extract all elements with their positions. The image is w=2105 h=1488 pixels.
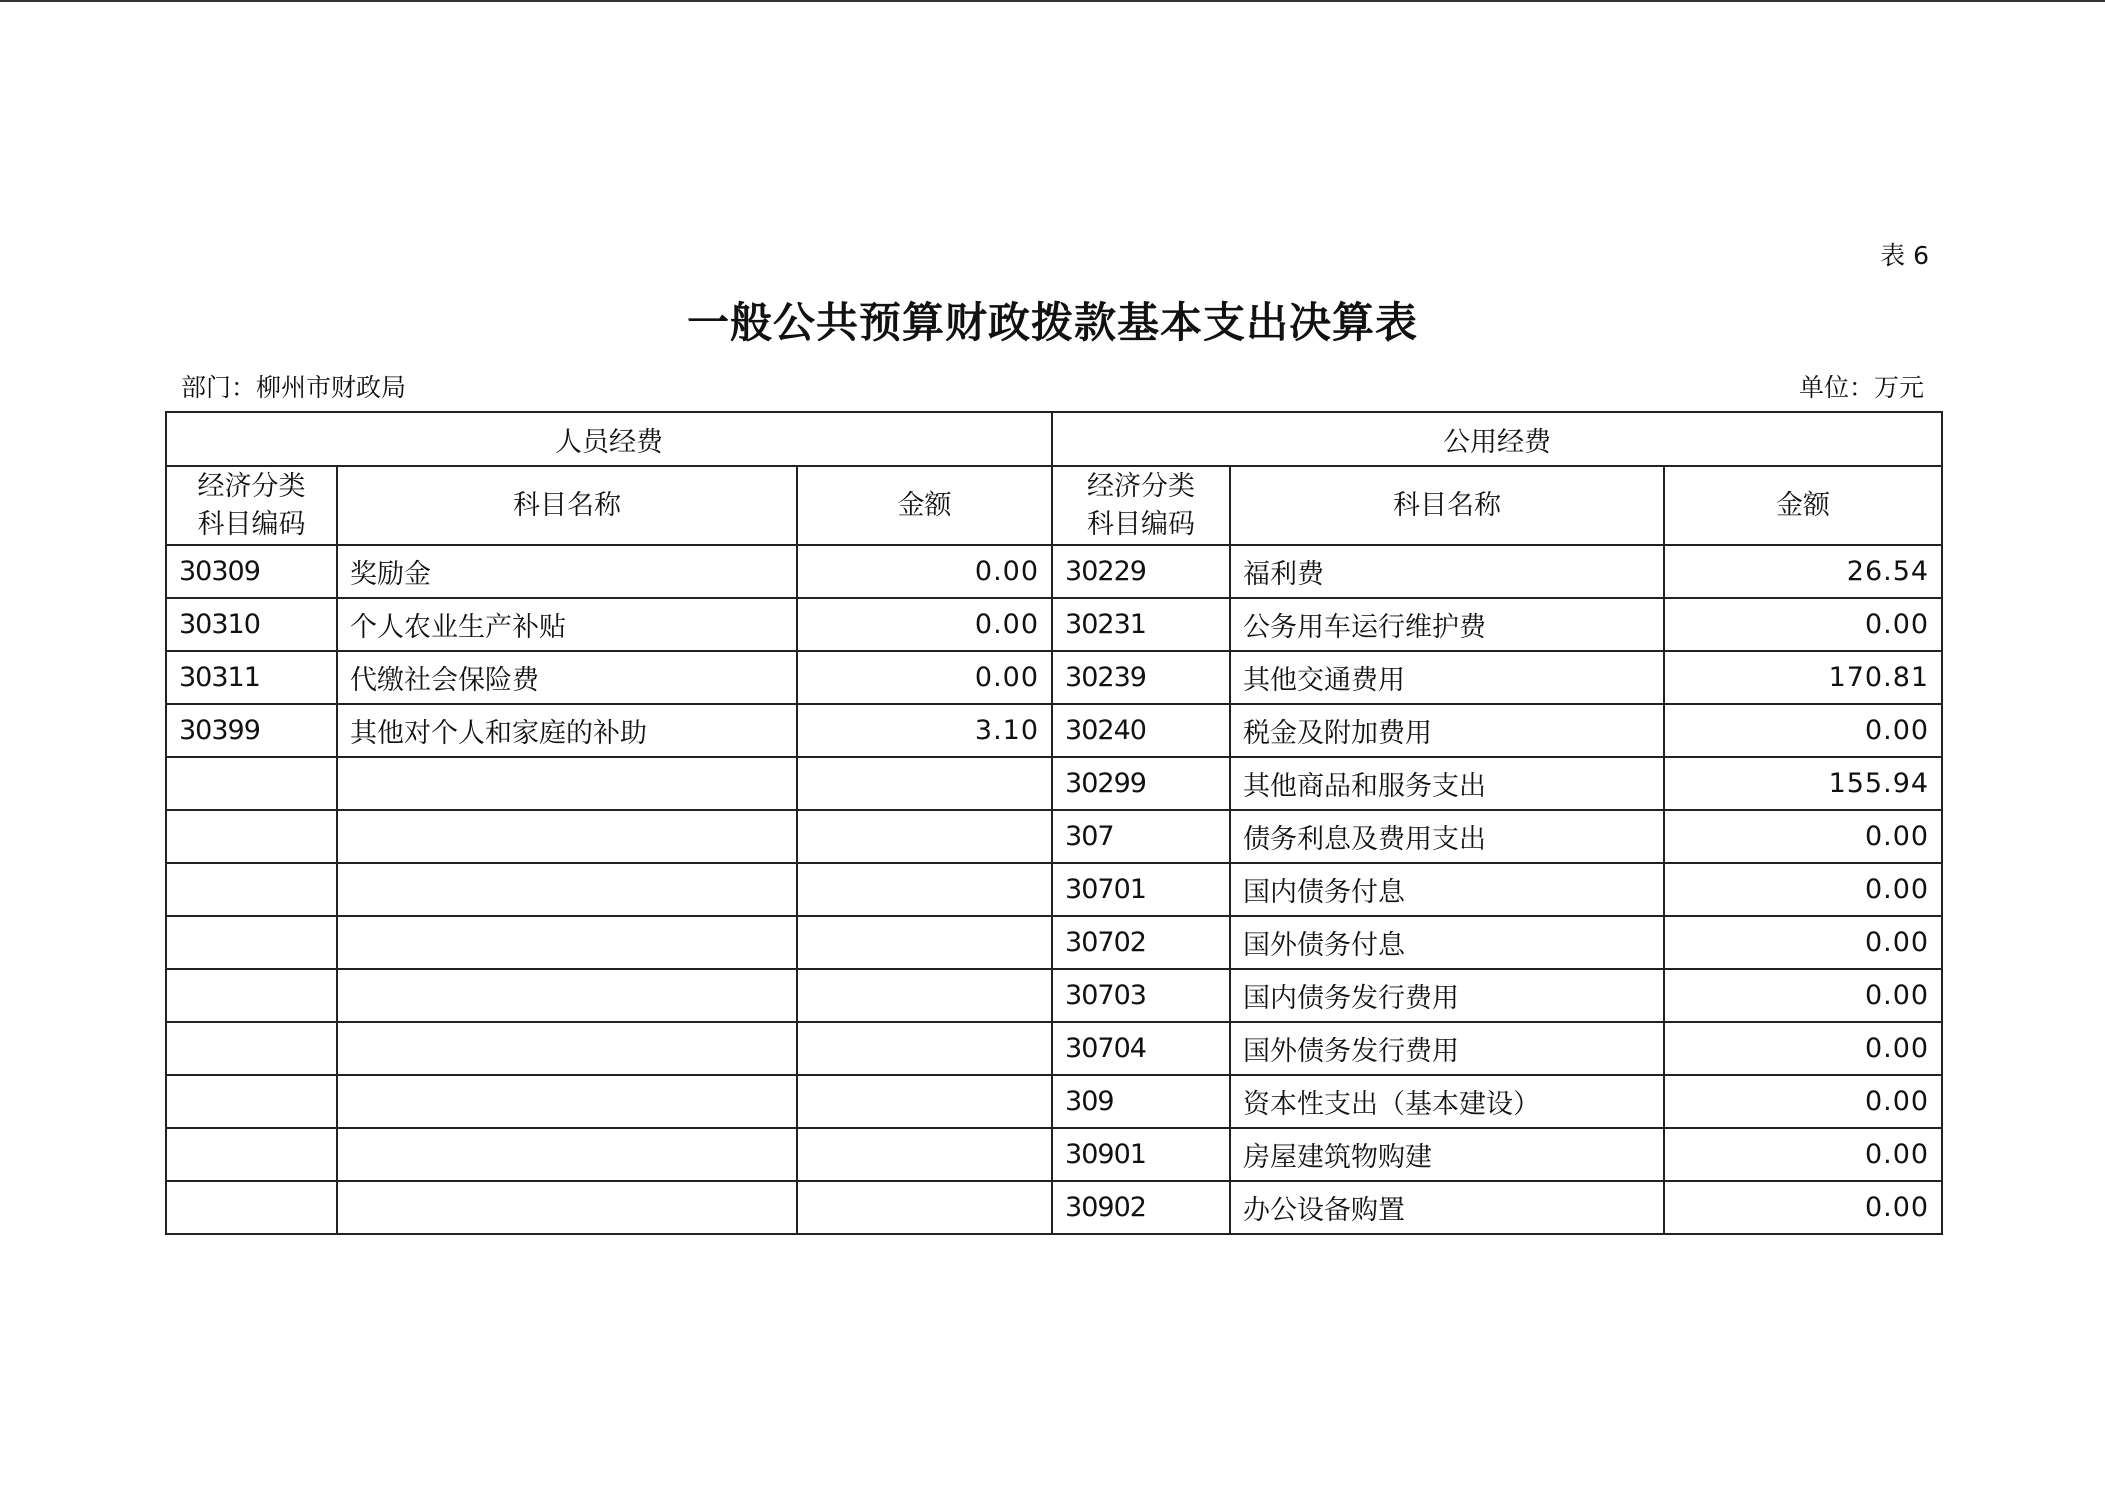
public-amount-cell: 170.81 (1664, 651, 1942, 704)
personnel-name-cell (337, 916, 797, 969)
public-code-cell: 30901 (1052, 1128, 1230, 1181)
table-row (166, 545, 1942, 598)
public-code-cell: 309 (1052, 1075, 1230, 1128)
public-amount-cell: 0.00 (1664, 1075, 1942, 1128)
public-code-cell: 30231 (1052, 598, 1230, 651)
personnel-code-cell (166, 810, 337, 863)
personnel-amount-cell: 0.00 (797, 545, 1052, 598)
col-header-code (166, 466, 337, 545)
personnel-code-cell (166, 1181, 337, 1234)
table-row (166, 969, 1942, 1022)
personnel-code-cell (166, 1128, 337, 1181)
public-amount-cell: 0.00 (1664, 704, 1942, 757)
public-name-cell: 房屋建筑物购建 (1230, 1128, 1664, 1181)
public-code-cell: 30703 (1052, 969, 1230, 1022)
personnel-amount-cell (797, 1075, 1052, 1128)
col-header-amount: 金额 (797, 466, 1052, 545)
personnel-code-cell (166, 1075, 337, 1128)
personnel-amount-cell (797, 1128, 1052, 1181)
col-header-name: 科目名称 (337, 466, 797, 545)
public-code-cell: 30701 (1052, 863, 1230, 916)
table-body (166, 545, 1942, 1234)
table-row (166, 651, 1942, 704)
public-amount-cell: 0.00 (1664, 1022, 1942, 1075)
col-header-amount: 金额 (1664, 466, 1942, 545)
personnel-name-cell: 代缴社会保险费 (337, 651, 797, 704)
public-name-cell: 债务利息及费用支出 (1230, 810, 1664, 863)
public-name-cell: 福利费 (1230, 545, 1664, 598)
col-header-code-line2: 科目编码 (197, 508, 306, 540)
table-number: 表 6 (1880, 241, 1929, 270)
personnel-code-cell (166, 1022, 337, 1075)
public-name-cell: 国外债务发行费用 (1230, 1022, 1664, 1075)
personnel-name-cell (337, 1075, 797, 1128)
personnel-name-cell (337, 810, 797, 863)
public-name-cell: 办公设备购置 (1230, 1181, 1664, 1234)
public-name-cell: 税金及附加费用 (1230, 704, 1664, 757)
personnel-name-cell: 其他对个人和家庭的补助 (337, 704, 797, 757)
public-amount-cell: 0.00 (1664, 1181, 1942, 1234)
table-row (166, 916, 1942, 969)
personnel-amount-cell (797, 1181, 1052, 1234)
public-amount-cell: 0.00 (1664, 969, 1942, 1022)
public-name-cell: 国外债务付息 (1230, 916, 1664, 969)
personnel-amount-cell: 0.00 (797, 598, 1052, 651)
public-code-cell: 30239 (1052, 651, 1230, 704)
public-amount-cell: 0.00 (1664, 863, 1942, 916)
col-header-code-line1: 经济分类 (1087, 470, 1196, 502)
personnel-amount-cell (797, 863, 1052, 916)
col-header-code-line2: 科目编码 (1087, 508, 1196, 540)
personnel-name-cell (337, 969, 797, 1022)
public-code-cell: 30240 (1052, 704, 1230, 757)
col-header-code (1052, 466, 1230, 545)
col-header-code-line1: 经济分类 (197, 470, 306, 502)
group-header-personnel: 人员经费 (166, 412, 1052, 466)
personnel-code-cell: 30310 (166, 598, 337, 651)
public-amount-cell: 0.00 (1664, 598, 1942, 651)
public-name-cell: 资本性支出（基本建设） (1230, 1075, 1664, 1128)
table-row (166, 863, 1942, 916)
personnel-name-cell: 个人农业生产补贴 (337, 598, 797, 651)
public-code-cell: 30299 (1052, 757, 1230, 810)
public-code-cell: 30702 (1052, 916, 1230, 969)
public-amount-cell: 0.00 (1664, 916, 1942, 969)
table-row (166, 598, 1942, 651)
public-code-cell: 30704 (1052, 1022, 1230, 1075)
public-code-cell: 307 (1052, 810, 1230, 863)
top-border-line (0, 0, 2105, 2)
personnel-code-cell (166, 863, 337, 916)
personnel-amount-cell (797, 757, 1052, 810)
col-header-name: 科目名称 (1230, 466, 1664, 545)
personnel-code-cell: 30309 (166, 545, 337, 598)
public-name-cell: 国内债务发行费用 (1230, 969, 1664, 1022)
budget-table (165, 411, 1943, 1235)
public-code-cell: 30229 (1052, 545, 1230, 598)
personnel-code-cell (166, 757, 337, 810)
group-header-row (166, 412, 1942, 466)
personnel-code-cell (166, 916, 337, 969)
personnel-name-cell (337, 1181, 797, 1234)
table-row (166, 1075, 1942, 1128)
personnel-amount-cell: 3.10 (797, 704, 1052, 757)
department-label: 部门：柳州市财政局 (181, 373, 407, 402)
personnel-name-cell (337, 1022, 797, 1075)
table-row (166, 1181, 1942, 1234)
table-row (166, 704, 1942, 757)
public-amount-cell: 0.00 (1664, 1128, 1942, 1181)
table-row (166, 810, 1942, 863)
public-amount-cell: 26.54 (1664, 545, 1942, 598)
personnel-code-cell (166, 969, 337, 1022)
column-header-row (166, 466, 1942, 545)
page-title: 一般公共预算财政拨款基本支出决算表 (686, 298, 1418, 347)
public-name-cell: 国内债务付息 (1230, 863, 1664, 916)
personnel-name-cell: 奖励金 (337, 545, 797, 598)
public-name-cell: 其他商品和服务支出 (1230, 757, 1664, 810)
personnel-name-cell (337, 863, 797, 916)
public-code-cell: 30902 (1052, 1181, 1230, 1234)
personnel-amount-cell: 0.00 (797, 651, 1052, 704)
personnel-amount-cell (797, 916, 1052, 969)
group-header-public: 公用经费 (1052, 412, 1942, 466)
personnel-amount-cell (797, 810, 1052, 863)
personnel-amount-cell (797, 969, 1052, 1022)
personnel-code-cell: 30399 (166, 704, 337, 757)
public-name-cell: 其他交通费用 (1230, 651, 1664, 704)
personnel-name-cell (337, 757, 797, 810)
public-name-cell: 公务用车运行维护费 (1230, 598, 1664, 651)
unit-label: 单位：万元 (1798, 373, 1924, 402)
table-row (166, 757, 1942, 810)
personnel-amount-cell (797, 1022, 1052, 1075)
table-row (166, 1022, 1942, 1075)
personnel-name-cell (337, 1128, 797, 1181)
public-amount-cell: 0.00 (1664, 810, 1942, 863)
table-row (166, 1128, 1942, 1181)
public-amount-cell: 155.94 (1664, 757, 1942, 810)
personnel-code-cell: 30311 (166, 651, 337, 704)
